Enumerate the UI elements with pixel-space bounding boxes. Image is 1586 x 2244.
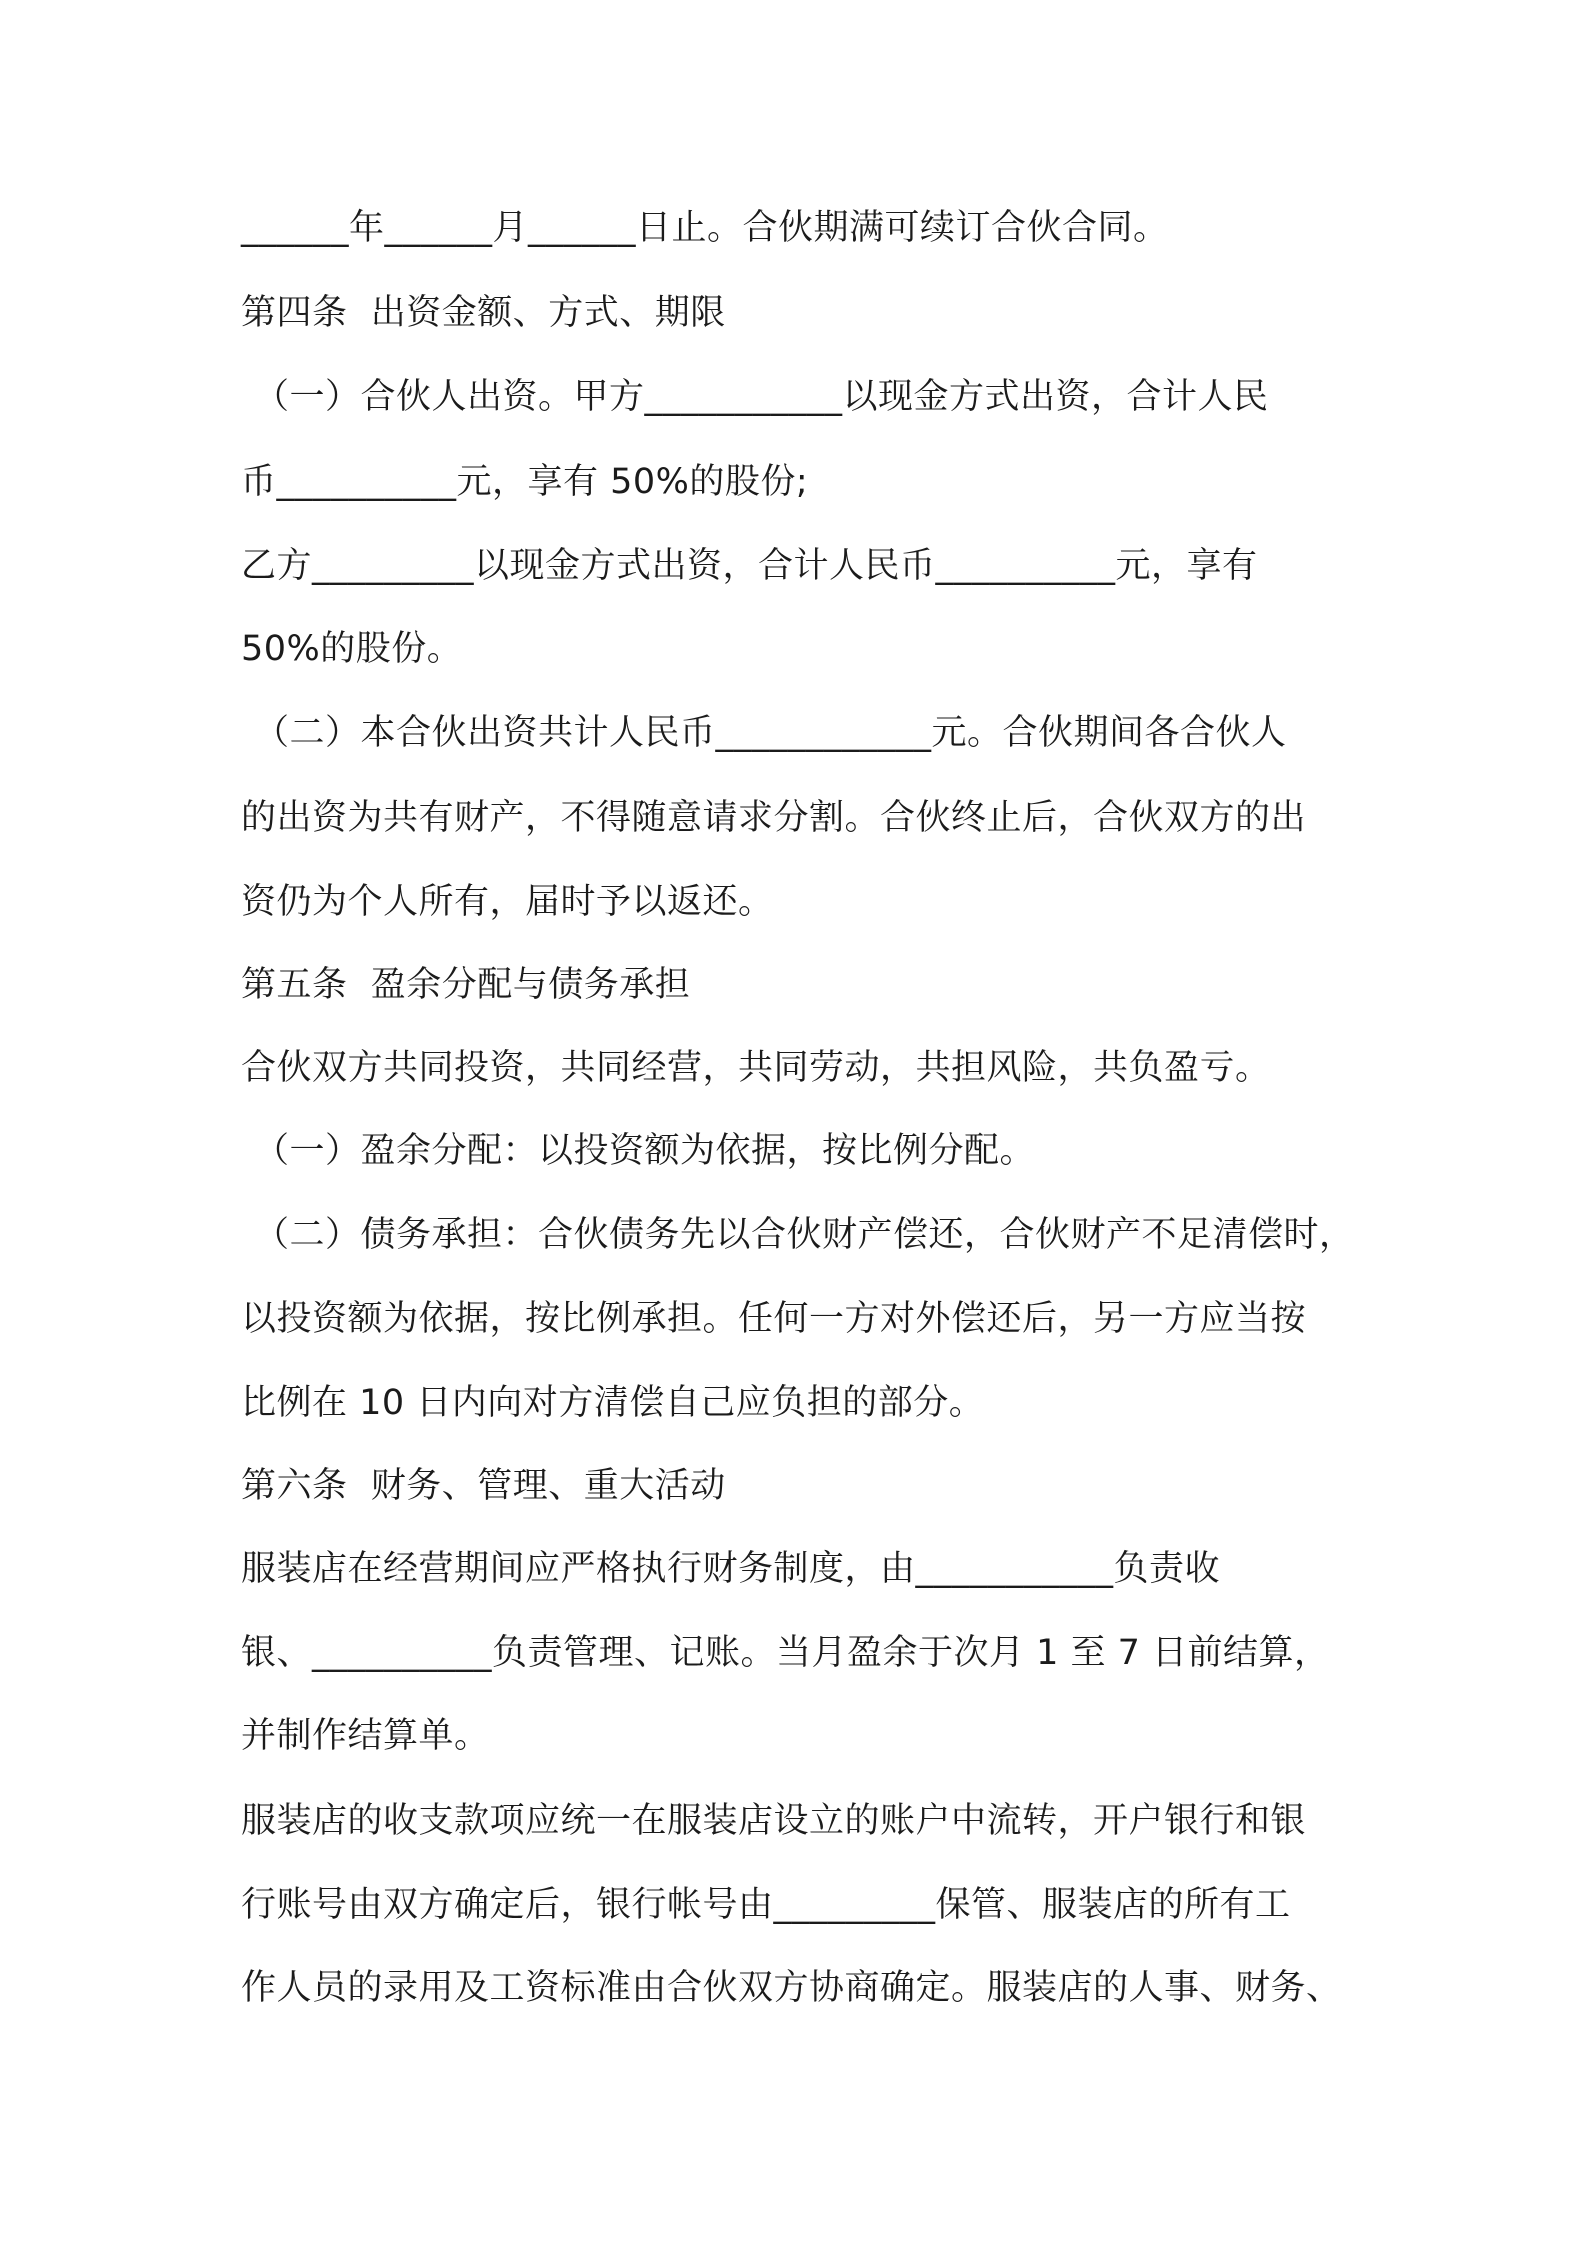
text-line-8: 的出资为共有财产，不得随意请求分割。合伙终止后，合伙双方的出 bbox=[241, 798, 1307, 838]
text-line-22: 作人员的录用及工资标准由合伙双方协商确定。服装店的人事、财务、 bbox=[241, 1968, 1342, 2008]
text-line-4: 币__________元，享有 50%的股份; bbox=[241, 462, 809, 502]
text-line-20: 服装店的收支款项应统一在服装店设立的账户中流转，开户银行和银 bbox=[241, 1801, 1307, 1841]
text-line-11: 合伙双方共同投资，共同经营，共同劳动，共担风险，共负盈亏。 bbox=[241, 1048, 1271, 1088]
text-line-19: 并制作结算单。 bbox=[241, 1716, 490, 1756]
text-line-12: （一）盈余分配：以投资额为依据，按比例分配。 bbox=[254, 1131, 1036, 1171]
text-line-13: （二）债务承担：合伙债务先以合伙财产偿还，合伙财产不足清偿时， bbox=[254, 1215, 1355, 1255]
article-6-heading: 第六条 财务、管理、重大活动 bbox=[241, 1466, 726, 1506]
text-line-21: 行账号由双方确定后，银行帐号由_________保管、服装店的所有工 bbox=[241, 1885, 1291, 1925]
text-line-15: 比例在 10 日内向对方清偿自己应负担的部分。 bbox=[241, 1383, 985, 1423]
text-line-6: 50%的股份。 bbox=[241, 629, 463, 669]
text-line-9: 资仍为个人所有，届时予以返还。 bbox=[241, 882, 774, 922]
text-line-7: （二）本合伙出资共计人民币____________元。合伙期间各合伙人 bbox=[254, 713, 1287, 753]
text-line-1: ______年______月______日止。合伙期满可续订合伙合同。 bbox=[241, 208, 1169, 248]
article-5-heading: 第五条 盈余分配与债务承担 bbox=[241, 965, 691, 1005]
text-line-3: （一）合伙人出资。甲方___________以现金方式出资，合计人民 bbox=[254, 377, 1269, 417]
article-4-heading: 第四条 出资金额、方式、期限 bbox=[241, 293, 726, 333]
text-line-18: 银、__________负责管理、记账。当月盈余于次月 1 至 7 日前结算， bbox=[241, 1633, 1330, 1673]
text-line-17: 服装店在经营期间应严格执行财务制度，由___________负责收 bbox=[241, 1549, 1221, 1589]
text-line-5: 乙方_________以现金方式出资，合计人民币__________元，享有 bbox=[241, 546, 1258, 586]
text-line-14: 以投资额为依据，按比例承担。任何一方对外偿还后，另一方应当按 bbox=[241, 1299, 1307, 1339]
